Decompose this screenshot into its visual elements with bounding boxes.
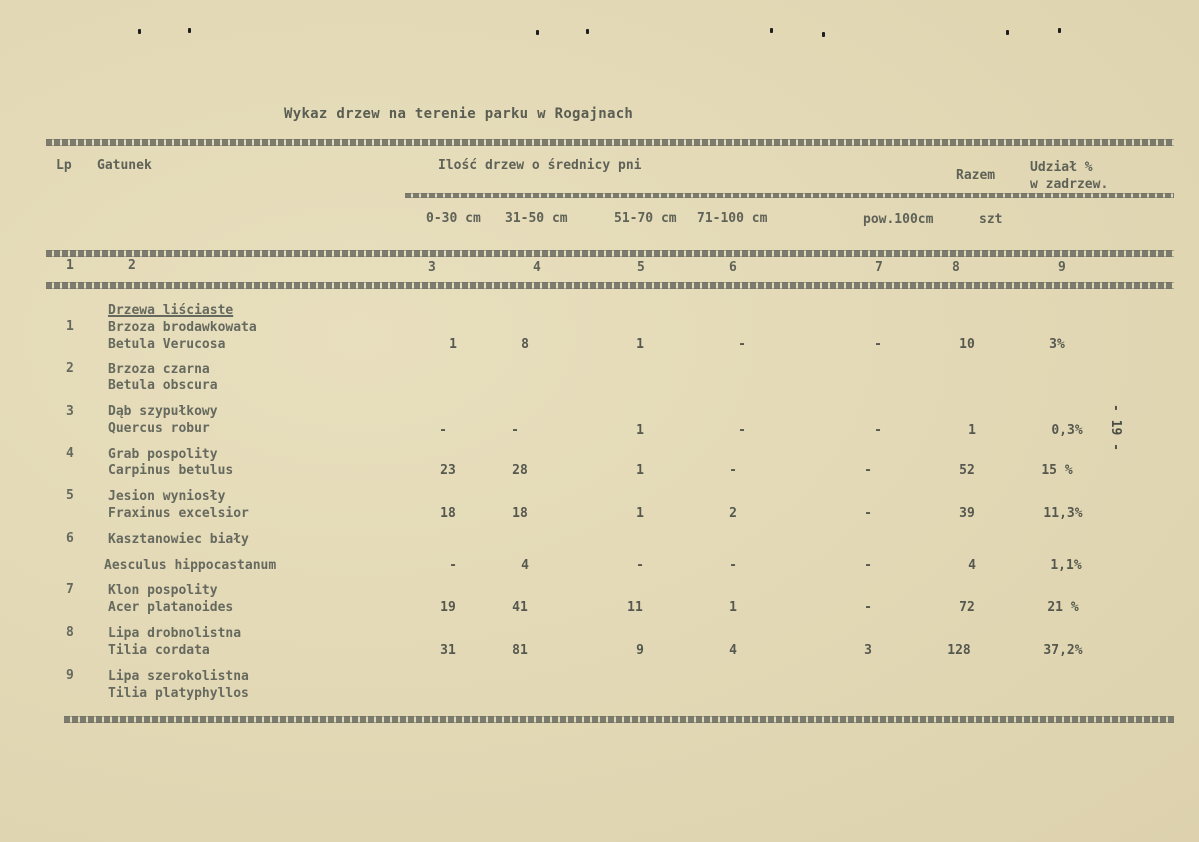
cell-51-70: 1 [636,506,644,521]
row-name-lat: Fraxinus excelsior [108,506,249,521]
cell-share: 1,1% [1050,558,1082,573]
header-51-70: 51-70 cm [614,211,677,226]
cell-total: 10 [959,337,975,352]
cell-51-70: 1 [636,463,644,478]
cell-31-50: 8 [521,337,529,352]
header-gatunek: Gatunek [97,158,152,173]
cell-71-100: - [729,558,737,573]
header-pow-100: pow.100cm [863,212,934,227]
cell-31-50: 81 [512,643,528,658]
cell-share: 15 % [1041,463,1073,478]
row-lp: 5 [66,488,74,503]
colnum-5: 5 [637,260,645,275]
cell-pow-100: - [874,337,882,352]
row-lp: 7 [66,582,74,597]
cell-pow-100: - [864,600,872,615]
row-name-lat: Tilia cordata [108,643,210,658]
row-name-pl: Brzoza brodawkowata [108,320,257,335]
cell-31-50: 18 [512,506,528,521]
header-ilosc: Ilość drzew o średnicy pni [438,158,642,173]
cell-0-30: - [449,558,457,573]
colnum-6: 6 [729,260,737,275]
cell-total: 128 [947,643,971,658]
header-lp: Lp [56,158,72,173]
cell-71-100: 1 [729,600,737,615]
cell-71-100: - [738,423,746,438]
row-name-lat: Betula Verucosa [108,337,226,352]
row-name-lat: Aesculus hippocastanum [104,558,277,573]
cell-71-100: - [738,337,746,352]
punch-mark [770,28,773,33]
cell-total: 39 [959,506,975,521]
cell-pow-100: 3 [864,643,872,658]
cell-share: 37,2% [1043,643,1083,658]
row-lp: 8 [66,625,74,640]
cell-0-30: 1 [449,337,457,352]
cell-0-30: 18 [440,506,456,521]
cell-0-30: 19 [440,600,456,615]
header-razem: Razem [956,168,996,183]
row-name-pl: Dąb szypułkowy [108,404,218,419]
header-0-30: 0-30 cm [426,211,481,226]
column-numbers-bottom-rule [46,282,1174,289]
row-name-pl: Lipa drobnolistna [108,626,242,641]
row-name-lat: Tilia platyphyllos [108,686,249,701]
cell-51-70: 11 [627,600,643,615]
cell-total: 52 [959,463,975,478]
cell-0-30: - [439,423,447,438]
column-numbers-top-rule [46,250,1174,257]
colnum-9: 9 [1058,260,1066,275]
table-top-rule [46,139,1174,146]
row-name-pl: Brzoza czarna [108,362,210,377]
cell-71-100: 4 [729,643,737,658]
punch-mark [1006,30,1009,35]
row-lp: 2 [66,361,74,376]
header-udzial-line2: w zadrzew. [1030,177,1109,192]
punch-mark [1058,28,1061,33]
cell-pow-100: - [864,463,872,478]
cell-31-50: 28 [512,463,528,478]
cell-51-70: 9 [636,643,644,658]
row-name-lat: Quercus robur [108,421,210,436]
cell-51-70: 1 [636,337,644,352]
cell-0-30: 31 [440,643,456,658]
cell-pow-100: - [864,506,872,521]
colnum-2: 2 [128,258,136,273]
cell-71-100: - [729,463,737,478]
row-name-pl: Kasztanowiec biały [108,532,249,547]
row-lp: 3 [66,404,74,419]
row-lp: 4 [66,446,74,461]
cell-share: 11,3% [1043,506,1083,521]
table-bottom-rule [64,716,1174,723]
colnum-8: 8 [952,260,960,275]
header-szt: szt [979,212,1003,227]
page-number: - 19 - [1107,404,1123,451]
header-sub-rule [405,193,1174,198]
row-name-pl: Grab pospolity [108,447,218,462]
cell-51-70: - [636,558,644,573]
cell-share: 0,3% [1051,423,1083,438]
colnum-1: 1 [66,258,74,273]
punch-mark [586,29,589,34]
cell-pow-100: - [864,558,872,573]
row-name-pl: Lipa szerokolistna [108,669,249,684]
cell-total: 72 [959,600,975,615]
cell-total: 1 [968,423,976,438]
row-name-lat: Carpinus betulus [108,463,234,478]
punch-mark [138,29,141,34]
cell-0-30: 23 [440,463,456,478]
row-lp: 1 [66,319,74,334]
header-71-100: 71-100 cm [697,211,768,226]
cell-share: 3% [1049,337,1065,352]
row-name-lat: Betula obscura [108,378,218,393]
header-udzial-line1: Udział % [1030,160,1093,175]
document-title: Wykaz drzew na terenie parku w Rogajnach [284,106,634,122]
section-heading: Drzewa liściaste [108,303,234,318]
colnum-7: 7 [875,260,883,275]
row-name-pl: Jesion wyniosły [108,489,226,504]
colnum-4: 4 [533,260,541,275]
row-lp: 9 [66,668,74,683]
punch-mark [536,30,539,35]
header-31-50: 31-50 cm [505,211,568,226]
cell-31-50: 41 [512,600,528,615]
colnum-3: 3 [428,260,436,275]
cell-31-50: 4 [521,558,529,573]
row-lp: 6 [66,531,74,546]
cell-71-100: 2 [729,506,737,521]
cell-51-70: 1 [636,423,644,438]
row-name-pl: Klon pospolity [108,583,218,598]
punch-mark [822,32,825,37]
punch-mark [188,28,191,33]
cell-total: 4 [968,558,976,573]
row-name-lat: Acer platanoides [108,600,234,615]
cell-31-50: - [511,423,519,438]
cell-share: 21 % [1047,600,1079,615]
cell-pow-100: - [874,423,882,438]
